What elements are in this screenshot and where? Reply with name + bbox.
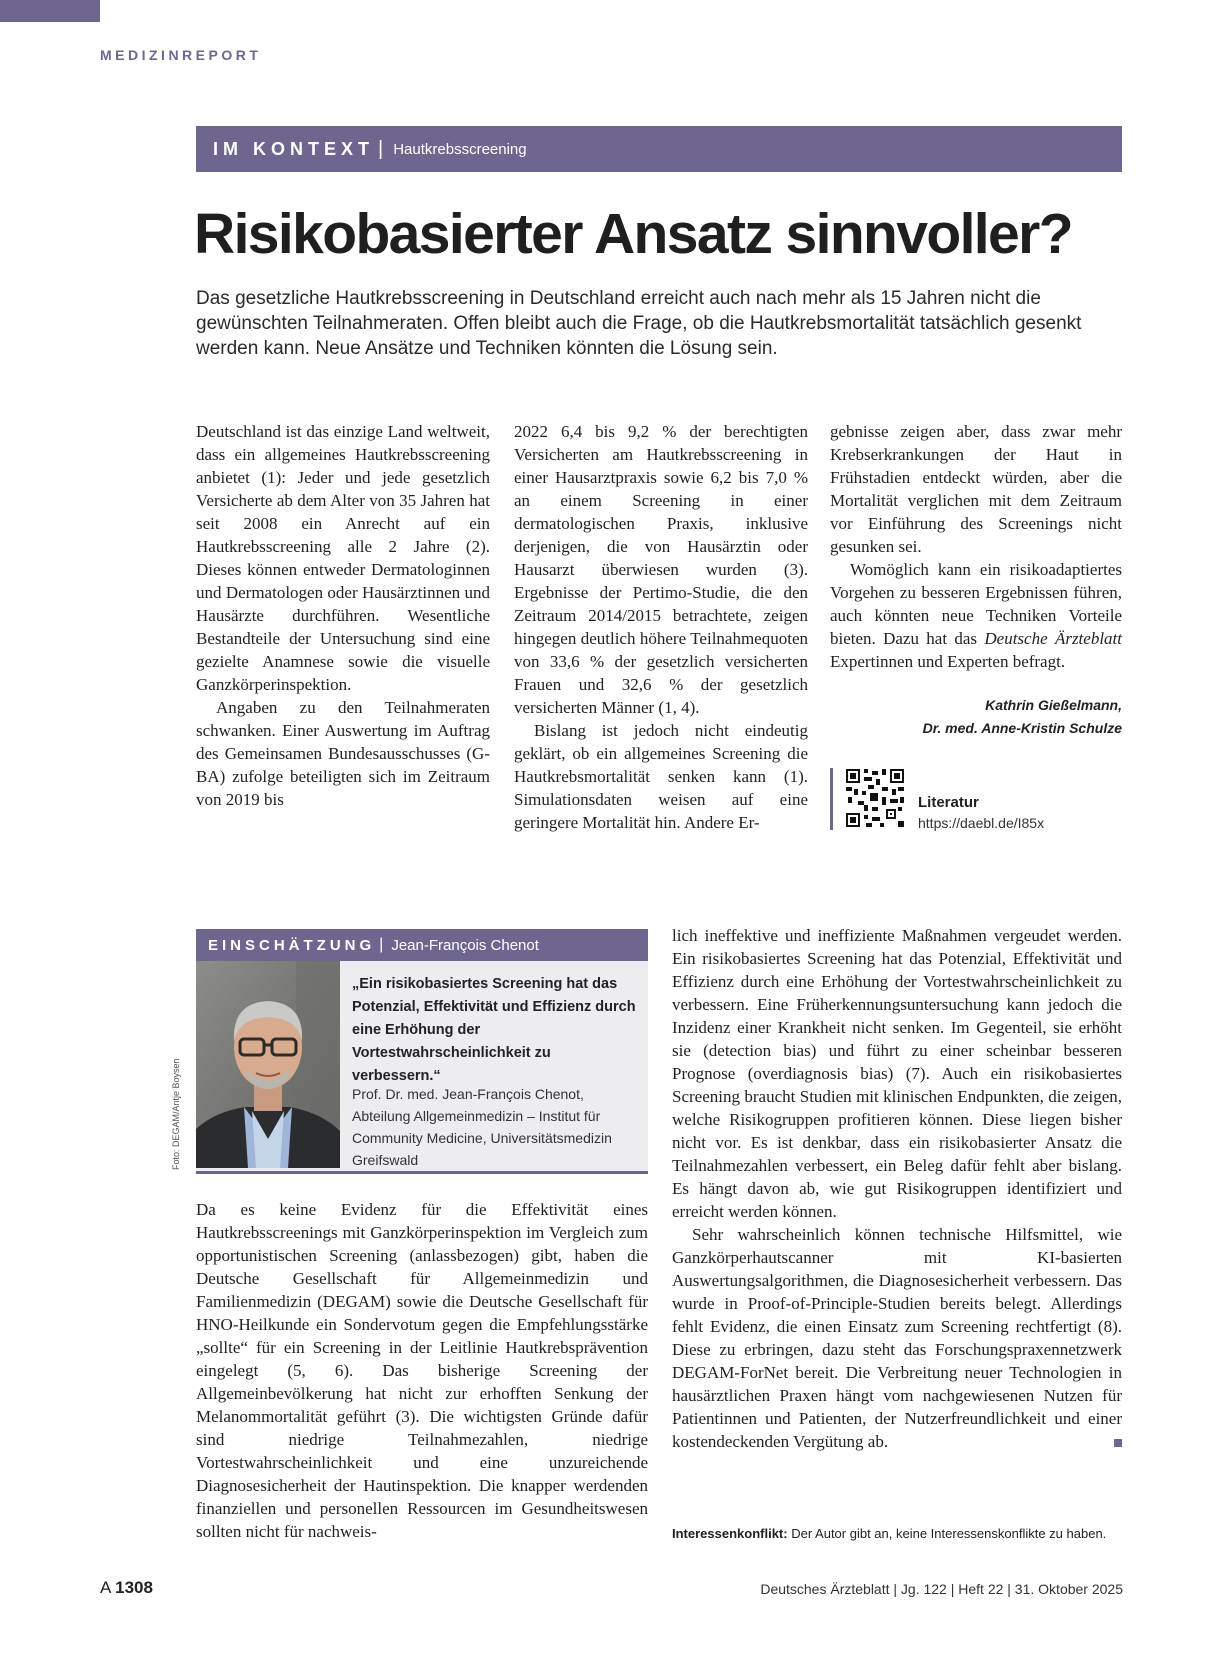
assessment-quote-source: Prof. Dr. med. Jean-François Chenot, Abteilung Allgemeinmedizin – Institut für Community Medicine, Universitätsmedizin Greifswald bbox=[352, 1086, 612, 1168]
literature-divider bbox=[830, 768, 833, 830]
kontext-separator: | bbox=[378, 137, 384, 160]
assessment-separator: | bbox=[379, 936, 384, 953]
paragraph: 2022 6,4 bis 9,2 % der berechtigten Versicherten am Hautkrebsscreening in einer Hausarztpraxis sowie 6,2 bis 7,0 % an einem Screening in einer dermatologischen Praxis, inklusive derjenigen, die von Hausärztin oder Hausarzt überwiesen wurden (3). Ergebnisse der Pertimo-Studie, die den Zeitraum 2014/2015 betrachtete, zeigen hingegen deutlich höhere Teilnahmequoten von 33,6 % der gesetzlich versicherten Frauen und 32,6 % der gesetzlich versicherten Männer (1, 4). bbox=[514, 422, 808, 717]
assessment-column-left bbox=[196, 1198, 648, 1543]
kontext-topic: Hautkrebsscreening bbox=[393, 140, 527, 158]
literature-title: Literatur bbox=[918, 794, 979, 811]
assessment-label: EINSCHÄTZUNG bbox=[208, 936, 376, 954]
conflict-label: Interessenkonflikt: bbox=[672, 1526, 788, 1541]
article-headline: Risikobasierter Ansatz sinnvoller? bbox=[194, 202, 1072, 266]
assessment-box bbox=[196, 929, 648, 1174]
qr-code-icon[interactable] bbox=[846, 769, 904, 827]
page-number-value: 1308 bbox=[115, 1578, 153, 1597]
end-mark-icon bbox=[1114, 1439, 1122, 1447]
paragraph: Deutschland ist das einzige Land weltweit, dass ein allgemeines Hautkrebsscreening anbietet (1): Jeder und jede gesetzlich Versicherte ab dem Alter von 35 Jahren hat seit 2008 ein Anrecht auf ein Hautkrebsscreening alle 2 Jahre (2). Dieses können entweder Dermatologinnen und Dermatologen oder Hausärztinnen und Hausärzte durchführen. Wesentliche Bestandteile der Untersuchung sind eine gezielte Anamnese sowie die visuelle Ganzkörperinspektion. bbox=[196, 422, 490, 694]
kontext-label: IM KONTEXT bbox=[213, 138, 374, 159]
article-column-2 bbox=[514, 420, 808, 834]
paragraph: Bislang ist jedoch nicht eindeutig geklärt, ob ein allgemeines Screening die Hautkrebsmortalität senken kann (1). Simulationsdaten weisen auf eine geringere Mortalität hin. Andere Er- bbox=[514, 721, 808, 832]
text-span: Expertinnen und Experten befragt. bbox=[830, 652, 1066, 671]
page-number bbox=[100, 1578, 153, 1598]
paragraph bbox=[830, 558, 1122, 673]
literature-link[interactable]: https://daebl.de/I85x bbox=[918, 815, 1045, 831]
paragraph: lich ineffektive und ineffiziente Maßnahmen vergeudet werden. Ein risikobasiertes Screening hat das Potenzial, Effektivität und Effizienz durch eine Erhöhung der Vortestwahrscheinlichkeit zu verbessern. Eine Früherkennungsuntersuchung kann jedoch die Inzidenz einer Krankheit nicht senken. Im Gegenteil, sie erhöht sie (detection bias) und führt zu einer scheinbar besseren Prognose (overdiagnosis bias) (7). Auch ein risikobasiertes Screening braucht Studien mit klinischen Endpunkten, die zeigen, welche Risikogruppen profitieren können. Diese liegen bisher nicht vor. Es ist denkbar, dass ein risikobasierter Ansatz die Teilnahmezahlen verbessert, ein Beleg dafür fehlt aber bislang. Es hängt davon ab, wie gut Risikogruppen identifiziert und erreicht werden können. bbox=[672, 926, 1122, 1221]
text-span: Womöglich kann ein risikoadaptiertes Vorgehen zu besseren Ergebnissen führen, auch könnten neue Techniken Vorteile bieten. Dazu hat das bbox=[830, 560, 1122, 648]
section-label: MEDIZINREPORT bbox=[100, 47, 262, 63]
author-byline bbox=[830, 694, 1122, 740]
author-1: Kathrin Gießelmann, bbox=[985, 697, 1122, 713]
top-accent-bar bbox=[0, 0, 100, 22]
assessment-quote: „Ein risikobasiertes Screening hat das Potenzial, Effektivität und Effizienz durch eine Erhöhung der Vortestwahrscheinlichkeit zu verbessern.“ bbox=[352, 976, 636, 1084]
text-span: Sehr wahrscheinlich können technische Hilfsmittel, wie Ganzkörperhautscanner mit KI-basierten Auswertungsalgorithmen, die Diagnosesicherheit verbessern. Das wurde in Proof-of-Principle-Studien bereits belegt. Allerdings fehlt Evidenz, die einen Einsatz zum Screening rechtfertigt (8). Diese zu erbringen, dazu steht das Forschungspraxennetzwerk DEGAM-ForNet bereit. Die Verbreitung neuer Technologien in hausärztlichen Praxen hängt vom nachgewiesenen Nutzen für Patientinnen und Patienten, der Nutzerfreundlichkeit und einer kostendeckenden Vergütung ab. bbox=[672, 1225, 1122, 1451]
assessment-author: Jean-François Chenot bbox=[391, 936, 539, 954]
article-lead: Das gesetzliche Hautkrebsscreening in Deutschland erreicht auch nach mehr als 15 Jahren nicht die gewünschten Teilnahmeraten. Offen bleibt auch die Frage, ob die Hautkrebsmortalität tatsächlich gesenkt werden kann. Neue Ansätze und Techniken könnten die Lösung sein. bbox=[196, 288, 1082, 359]
paragraph: gebnisse zeigen aber, dass zwar mehr Krebserkrankungen der Haut in Frühstadien entdeckt würden, aber die Mortalität verglichen mit dem Zeitraum vor Einführung des Screenings nicht gesunken sei. bbox=[830, 422, 1122, 556]
assessment-column-right bbox=[672, 924, 1122, 1453]
photo-credit: Foto: DEGAM/Antje Boysen bbox=[171, 1058, 181, 1170]
author-2: Dr. med. Anne-Kristin Schulze bbox=[922, 720, 1122, 736]
journal-info: Deutsches Ärzteblatt | Jg. 122 | Heft 22 | 31. Oktober 2025 bbox=[760, 1581, 1123, 1597]
article-column-1 bbox=[196, 420, 490, 811]
journal-name: Deutsche Ärzteblatt bbox=[984, 629, 1122, 648]
conflict-text: Der Autor gibt an, keine Interessenskonflikte zu haben. bbox=[787, 1526, 1107, 1541]
paragraph: Da es keine Evidenz für die Effektivität eines Hautkrebsscreenings mit Ganzkörperinspektion im Vergleich zum opportunistischen Screening (anlassbezogen) gibt, haben die Deutsche Gesellschaft für Allgemeinmedizin und Familienmedizin (DEGAM) sowie die Deutsche Gesellschaft für HNO-Heilkunde ein Sondervotum gegen die Empfehlungsstärke „sollte“ für ein Screening in der Leitlinie Hautkrebsprävention eingelegt (5, 6). Das bisherige Screening der Allgemeinbevölkerung hat nicht zur erhofften Senkung der Melanommortalität geführt (3). Die wichtigsten Gründe dafür sind niedrige Teilnahmezahlen, niedrige Vortestwahrscheinlichkeit und eine unzureichende Diagnosesicherheit der Hautinspektion. Die knapper werdenden finanziellen und personellen Ressourcen im Gesundheitswesen sollten nicht für nachweis- bbox=[196, 1200, 648, 1541]
literature-reference bbox=[830, 764, 1130, 830]
assessment-header bbox=[196, 929, 648, 961]
conflict-of-interest bbox=[672, 1526, 1132, 1541]
kontext-banner bbox=[196, 126, 1122, 172]
article-column-3 bbox=[830, 420, 1122, 673]
paragraph bbox=[672, 1223, 1122, 1453]
page-prefix: A bbox=[100, 1578, 111, 1597]
author-portrait bbox=[196, 961, 340, 1168]
paragraph: Angaben zu den Teilnahmeraten schwanken. Einer Auswertung im Auftrag des Gemeinsamen Bundesausschusses (G-BA) zufolge beteiligten sich im Zeitraum von 2019 bis bbox=[196, 698, 490, 809]
